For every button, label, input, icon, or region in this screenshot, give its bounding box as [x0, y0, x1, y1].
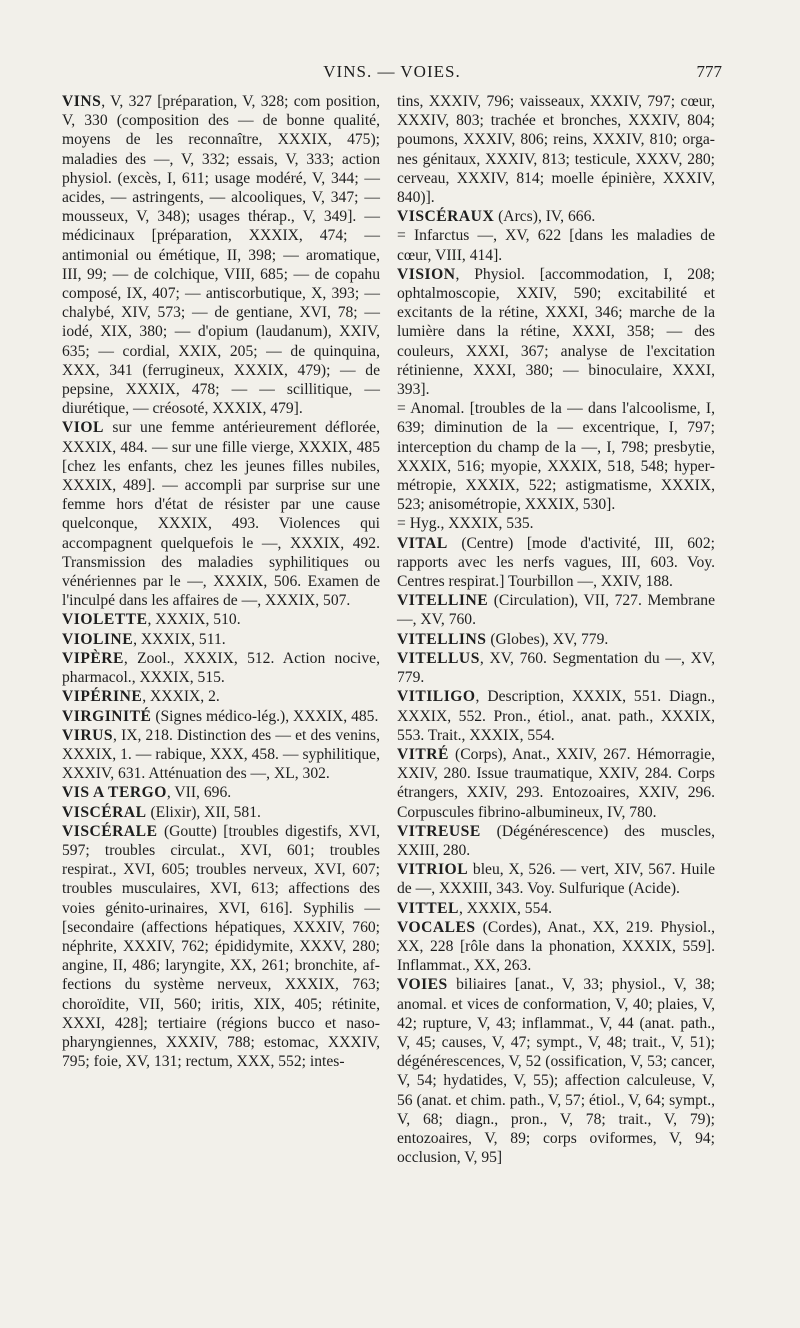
entry-headword: VITREUSE: [397, 822, 481, 840]
index-entry: [62, 649, 380, 687]
entry-headword: VIPÉRINE: [62, 688, 143, 706]
column-gutter: [388, 92, 389, 1222]
index-entry: [397, 92, 715, 207]
entry-headword: VIOLINE: [62, 630, 134, 648]
entry-text: (Goutte) [troubles digestifs, XVI, 597; troubles circulat., XVI, 601; troubles respirat., XVI, 605; troubles nerveux, XVI, 607; troubles musculaires, XVI, 613; affections des voies génito-urinaires, XVI, 616]. Syphilis — [secondaire (affections hépatiques, XXXIV, 760; néphrite, XXXIV, 762; épididymite, XXXV, 280; angine, II, 486; laryngite, XX, 261; bronchite, affections du système nerveux, XXXIX, 763; choroïdite, VII, 560; iritis, XIX, 405; rétinite, XXXI, 428]; tertiaire (régions bucco et naso-pharyngiennes, XXXIV, 788; estomac, XXXIV, 795; foie, XV, 131; rectum, XXX, 552; intes-: [62, 822, 380, 1071]
entry-text: , XXXIX, 511.: [133, 630, 226, 648]
index-entry: [62, 687, 380, 706]
entry-headword: VOIES: [397, 976, 448, 994]
index-entry: [397, 226, 715, 264]
entry-headword: VITRIOL: [397, 861, 469, 879]
index-entry: [397, 514, 715, 533]
entry-headword: VITAL: [397, 534, 448, 552]
index-entry: [397, 265, 715, 399]
entry-text: (Cordes), Anat., XX, 219. Physiol., XX, 228 [rôle dans la phonation, XXXIX, 559]. Inflammat., XX, 263.: [397, 918, 715, 975]
index-entry: [397, 822, 715, 860]
entry-headword: VITILIGO: [397, 688, 476, 706]
entry-headword: VIRGINITÉ: [62, 707, 152, 725]
entry-headword: VIRUS: [62, 726, 114, 744]
running-title: VINS. — VOIES.: [323, 62, 461, 81]
index-entry: [62, 610, 380, 629]
index-entry: [62, 726, 380, 784]
entry-text: , V, 327 [préparation, V, 328; com position, V, 330 (composition des — de bonne qualité, moyens de les reconnaître, XXXIX, 475); maladies des —, V, 332; essais, V, 333; action physiol. (excès, I, 611; usage modéré, V, 344; — acides, — astringents, — alcooliques, V, 347; — mousseux, V, 348); usages thérap., V, 349]. — médicinaux [préparation, XXXIX, 474; — antimonial ou émétique, II, 398; — aromatique, III, 99; — de colchique, VIII, 685; — de copahu composé, IX, 407; — antiscorbutique, X, 393; — chalybé, XIV, 573; — de gentiane, XVI, 78; — iodé, XIX, 380; — d'opium (laudanum), XXIV, 635; — cordial, XXIX, 205; — de quinquina, XXX, 341 (ferrugineux, XXXIX, 479); — de pepsine, XXXIX, 478; — — scillitique, — diurétique, — créosoté, XXXIX, 479].: [62, 93, 380, 418]
index-entry: [397, 918, 715, 976]
entry-headword: VIOLETTE: [62, 611, 148, 629]
entry-text: biliaires [anat., V, 33; physiol., V, 38; anomal. et vices de conformation, V, 40; plaies, V, 42; rupture, V, 43; inflammat., V, 44 (anat. path., V, 45; causes, V, 47; sympt., V, 48; trait., V, 51); dégénérescences, V, 52 (ossification, V, 53; cancer, V, 54; hydatides, V, 55); affection calculeuse, V, 56 (anat. et chim. path., V, 57; étiol., V, 64; sympt., V, 68; diagn., pron., V, 78; trait., V, 79); entozoaires, V, 89; corps oviformes, V, 94; occlusion, V, 95]: [397, 976, 715, 1167]
left-column: [62, 92, 380, 1071]
entry-text: (Elixir), XII, 581.: [146, 803, 261, 821]
right-column: [397, 92, 715, 1167]
entry-headword: VINS: [62, 93, 102, 110]
entry-headword: VISCÉRALE: [62, 822, 158, 840]
entry-headword: VITRÉ: [397, 745, 449, 763]
index-entry: [397, 399, 715, 514]
entry-text: , Physiol. [accommodation, I, 208; ophtalmoscopie, XXIV, 590; excitabilité et excitants de la rétine, XXXI, 346; marche de la lumière dans la rétine, XXXI, 358; — des couleurs, XXXI, 367; analyse de l'excitation rétinienne, XXXI, 380; — binoculaire, XXXI, 393].: [397, 265, 715, 399]
index-entry: [62, 418, 380, 610]
entry-text: sur une femme antérieurement déflorée, XXXIX, 484. — sur une fille vierge, XXXIX, 485 [chez les enfants, chez les jeunes filles nubiles, XXXIX, 489]. — accompli par surprise sur une femme hors d'état de résister par une cause quelconque, XXXIX, 493. Violences qui accompagnent quelquefois le —, XXXIX, 492. Transmission des maladies syphilitiques ou vénériennes par le —, XXXIX, 506. Examen de l'inculpé dans les affaires de —, XXXIX, 507.: [62, 419, 380, 610]
index-entry: [397, 745, 715, 822]
index-entry: [397, 687, 715, 745]
entry-text: bleu, X, 526. — vert, XIV, 567. Huile de —, XXXIII, 343. Voy. Sulfurique (Acide).: [397, 861, 715, 898]
entry-headword: VIS A TERGO: [62, 784, 167, 802]
entry-text: tins, XXXIV, 796; vaisseaux, XXXIV, 797; cœur, XXXIV, 803; trachée et bronches, XXXIV, 804; poumons, XXXIV, 806; reins, XXXIV, 810; organes génitaux, XXXIV, 813; testicule, XXXV, 280; cerveau, XXXIV, 814; moelle épinière, XXXIV, 840)].: [397, 93, 715, 207]
page-number: 777: [696, 62, 722, 81]
index-entry: [62, 783, 380, 802]
index-entry: [62, 803, 380, 822]
entry-text: = Hyg., XXXIX, 535.: [397, 515, 534, 533]
entry-text: (Dégénérescence) des muscles, XXIII, 280.: [397, 822, 715, 859]
entry-text: , XXXIX, 510.: [147, 611, 241, 629]
entry-headword: VITELLUS: [397, 649, 480, 667]
index-entry: [397, 899, 715, 918]
running-header: [62, 62, 722, 84]
index-entry: [62, 630, 380, 649]
entry-headword: VOCALES: [397, 918, 476, 936]
entry-text: , Description, XXXIX, 551. Diagn., XXXIX, 552. Pron., étiol., anat. path., XXXIX, 553. Trait., XXXIX, 554.: [397, 688, 715, 744]
index-entry: [62, 822, 380, 1072]
entry-text: , XXXIX, 554.: [458, 899, 553, 917]
entry-headword: VIPÈRE: [62, 649, 124, 667]
entry-headword: VITTEL: [397, 899, 459, 917]
index-entry: [397, 975, 715, 1167]
entry-headword: VISCÉRAL: [62, 803, 147, 821]
entry-headword: VISION: [397, 265, 456, 283]
entry-text: , XV, 760. Segmentation du —, XV, 779.: [397, 649, 715, 687]
index-entry: [62, 92, 380, 418]
entry-headword: VIOL: [62, 419, 104, 437]
index-entry: [397, 630, 715, 649]
entry-headword: VITELLINS: [397, 630, 487, 648]
index-entry: [62, 707, 380, 726]
entry-text: = Anomal. [troubles de la — dans l'alcoolisme, I, 639; diminution de la — excentrique, I, 797; interception du champ de la —, I, 798; presbytie, XXXIX, 516; myopie, XXXIX, 518, 548; hypermétropie, XXXIX, 522; astigmatisme, XXXIX, 523; anisométropie, XXXIX, 530].: [397, 400, 715, 514]
index-entry: [397, 207, 715, 226]
index-entry: [397, 649, 715, 687]
entry-text: (Centre) [mode d'activité, III, 602; rapports avec les nerfs vagues, III, 603. Voy. Centres respirat.] Tourbillon —, XXIV, 188.: [397, 534, 715, 591]
entry-text: (Arcs), IV, 666.: [494, 208, 596, 226]
entry-text: , VII, 696.: [166, 784, 232, 802]
entry-text: = Infarctus —, XV, 622 [dans les maladies de cœur, VIII, 414].: [397, 227, 715, 264]
index-entry: [397, 591, 715, 629]
entry-text: (Circulation), VII, 727. Membrane —, XV, 760.: [397, 592, 715, 629]
entry-text: , Zool., XXXIX, 512. Action nocive, pharmacol., XXXIX, 515.: [62, 649, 380, 687]
entry-text: , IX, 218. Distinction des — et des venins, XXXIX, 1. — rabique, XXX, 458. — syphilitique, XXXIV, 631. Atténuation des —, XL, 302.: [62, 726, 380, 783]
entry-headword: VISCÉRAUX: [397, 208, 495, 226]
entry-headword: VITELLINE: [397, 592, 489, 610]
index-entry: [397, 860, 715, 898]
entry-text: (Signes médico-lég.), XXXIX, 485.: [151, 707, 379, 725]
entry-text: (Corps), Anat., XXIV, 267. Hémorragie, XXIV, 280. Issue traumatique, XXIV, 284. Corps étrangers, XXIV, 293. Entozoaires, XXIV, 296. Corpuscules fibrino-albumineux, IV, 780.: [397, 745, 715, 821]
entry-text: (Globes), XV, 779.: [486, 630, 609, 648]
index-entry: [397, 534, 715, 592]
entry-text: , XXXIX, 2.: [142, 688, 220, 706]
